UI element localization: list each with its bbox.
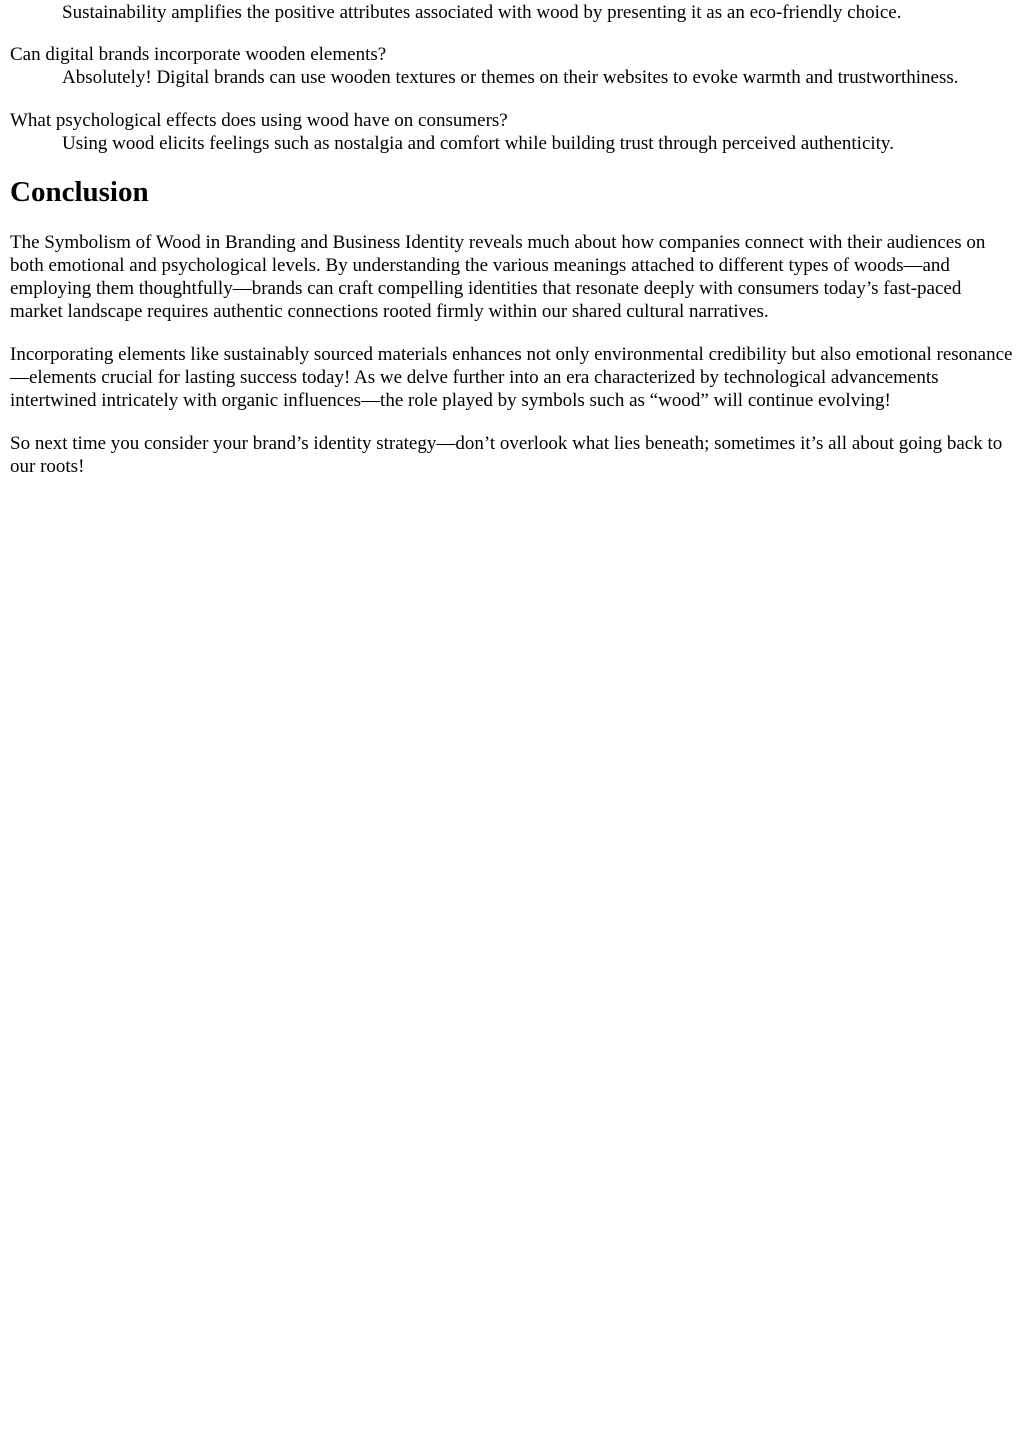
conclusion-paragraph: So next time you consider your brand’s identity strategy—don’t overlook what lies beneath; sometimes it’s all about going back to our roots! [10,433,1003,477]
faq-answer: Absolutely! Digital brands can use wooden textures or themes on their websites to evoke warmth and trustworthiness. [62,67,959,88]
conclusion-paragraph: Incorporating elements like sustainably sourced materials enhances not only environmental credibility but also emotional resonance—elements crucial for lasting success today! As we delve further into an era characterized by technological advancements intertwined intricately with organic influences—the role played by symbols such as “wood” will continue evolving! [10,344,1013,411]
conclusion-paragraph: The Symbolism of Wood in Branding and Business Identity reveals much about how companies connect with their audiences on both emotional and psychological levels. By understanding the various meanings attached to different types of woods—and employing them thoughtfully—brands can craft compelling identities that resonate deeply with consumers today’s fast-paced market landscape requires authentic connections rooted firmly within our shared cultural narratives. [10,232,986,322]
faq-answer: Sustainability amplifies the positive attributes associated with wood by presenting it as an eco-friendly choice. [62,2,902,23]
faq-question: Can digital brands incorporate wooden elements? [10,44,387,65]
faq-list [10,0,1014,155]
faq-answer: Using wood elicits feelings such as nostalgia and comfort while building trust through perceived authenticity. [62,133,894,154]
conclusion-heading: Conclusion [10,176,149,208]
faq-question: What psychological effects does using wood have on consumers? [10,110,508,131]
article-page [0,0,1024,478]
